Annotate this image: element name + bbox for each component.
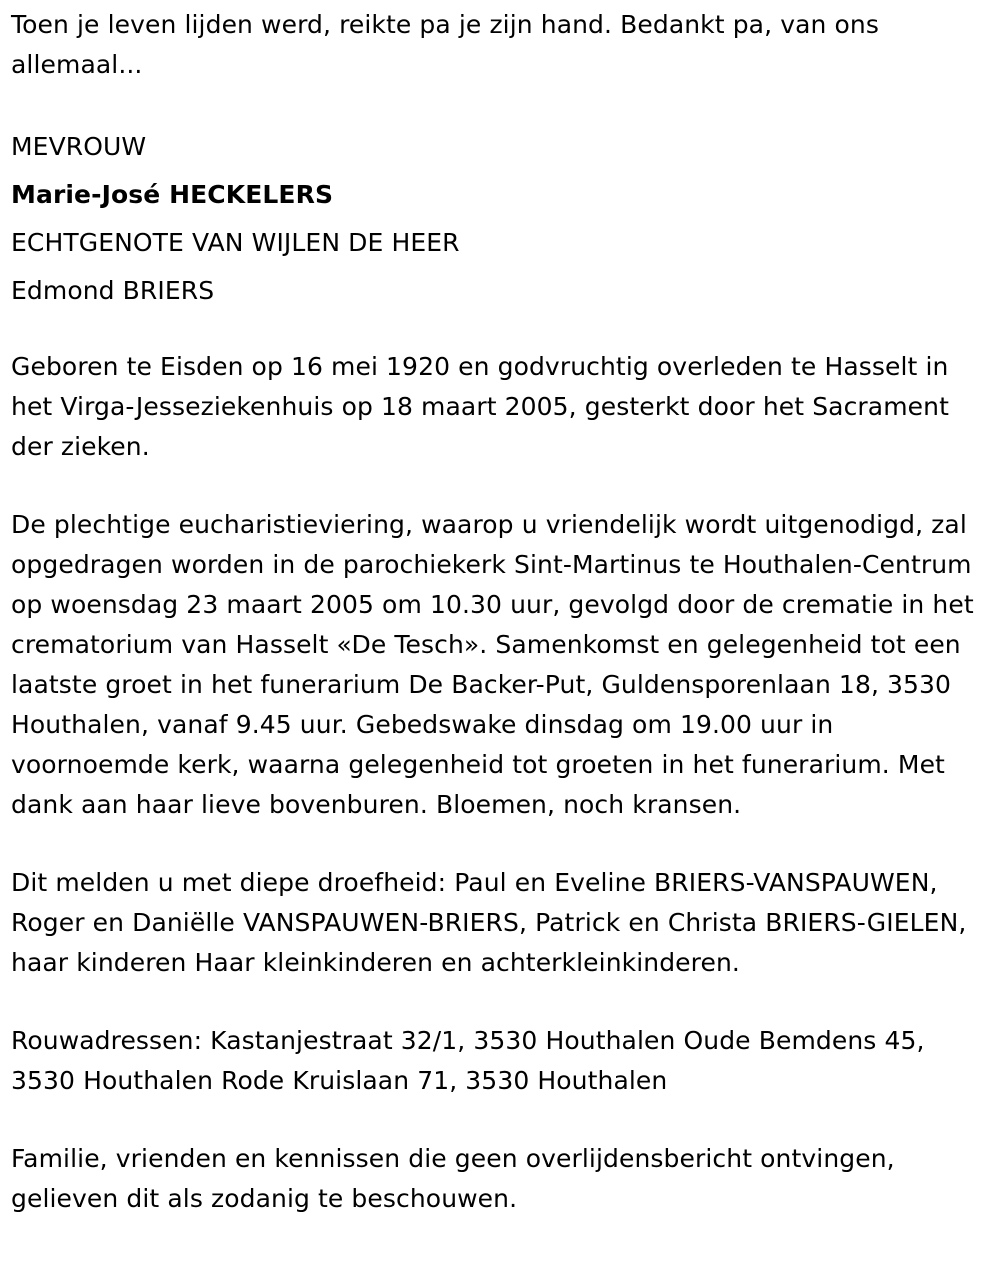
- addresses-text: Rouwadressen: Kastanjestraat 32/1, 3530 Houthalen Oude Bemdens 45, 3530 Houthalen Rode Kruislaan 71, 3530 Houthalen: [11, 1026, 925, 1095]
- spouse-name: Edmond BRIERS: [11, 276, 215, 305]
- spacer: [11, 85, 990, 123]
- ceremony-text: De plechtige eucharistieviering, waarop u vriendelijk wordt uitgenodigd, zal opgedragen worden in de parochiekerk Sint-Martinus te Houthalen-Centrum op woensdag 23 maart 2005 om 10.30 uur, gevolgd door de crematie in het crematorium van Hasselt «De Tesch». Samenkomst en gelegenheid tot een laatste groet in het funerarium De Backer-Put, Guldensporenlaan 18, 3530 Houthalen, vanaf 9.45 uur. Gebedswake dinsdag om 19.00 uur in voornoemde kerk, waarna gelegenheid tot groeten in het funerarium. Met dank aan haar lieve bovenburen. Bloemen, noch kransen.: [11, 510, 974, 819]
- deceased-name: Marie-José HECKELERS: [11, 180, 334, 209]
- intro-text: Toen je leven lijden werd, reikte pa je zijn hand. Bedankt pa, van ons allemaal...: [11, 10, 879, 79]
- relation-line: ECHTGENOTE VAN WIJLEN DE HEER: [11, 228, 460, 257]
- spacer: [11, 467, 990, 505]
- closing-text: Familie, vrienden en kennissen die geen overlijdensbericht ontvingen, gelieven dit als zodanig te beschouwen.: [11, 1144, 895, 1213]
- family-text: Dit melden u met diepe droefheid: Paul en Eveline BRIERS-VANSPAUWEN, Roger en Daniëlle VANSPAUWEN-BRIERS, Patrick en Christa BRIERS-GIELEN, haar kinderen Haar kleinkinderen en achterkleinkinderen.: [11, 868, 967, 977]
- spacer: [11, 825, 990, 863]
- spacer: [11, 983, 990, 1021]
- spacer: [11, 315, 990, 347]
- birth-death-text: Geboren te Eisden op 16 mei 1920 en godvruchtig overleden te Hasselt in het Virga-Jesseziekenhuis op 18 maart 2005, gesterkt door het Sacrament der zieken.: [11, 352, 950, 461]
- title-line: MEVROUW: [11, 132, 147, 161]
- spacer: [11, 1101, 990, 1139]
